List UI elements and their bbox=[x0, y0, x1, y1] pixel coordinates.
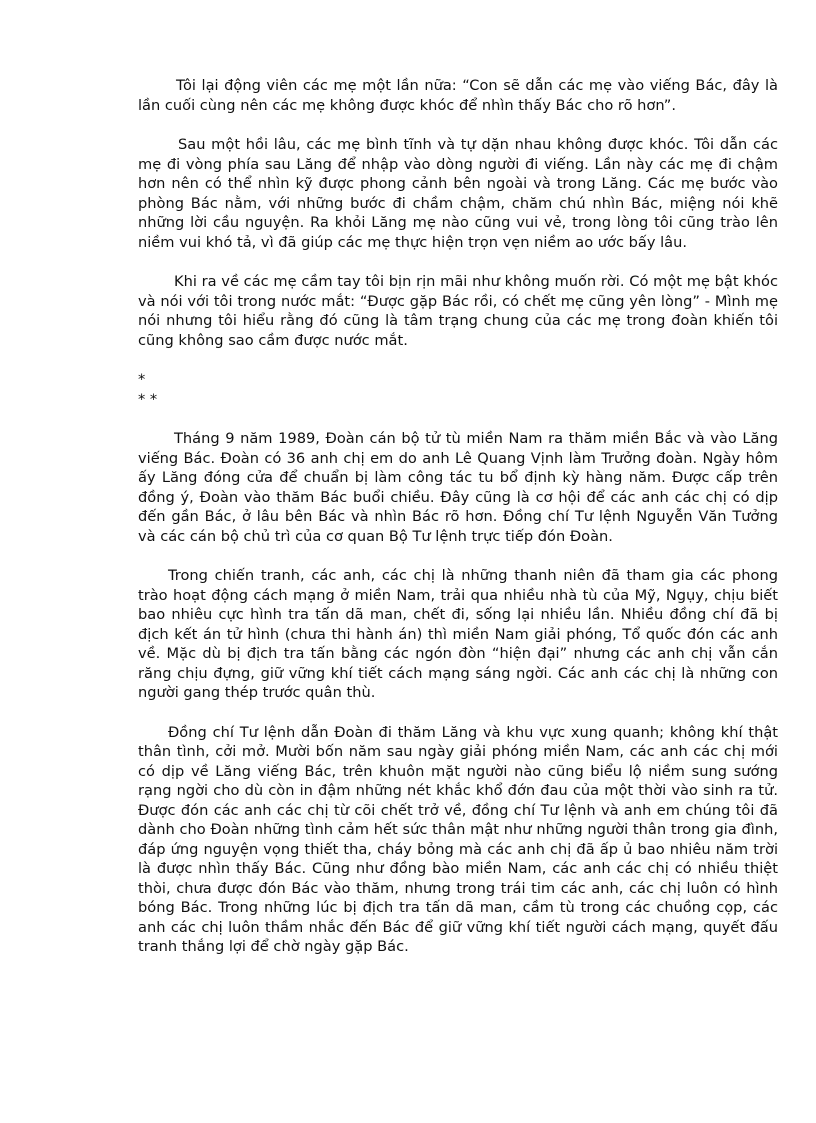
paragraph-encouragement: Tôi lại động viên các mẹ một lần nữa: “Con sẽ dẫn các mẹ vào viếng Bác, đây là lần cuối cùng nên các mẹ không được khóc để nhìn thấy Bác cho rõ hơn”. bbox=[138, 77, 778, 114]
separator-line-2: * * bbox=[138, 390, 158, 408]
paragraph-delegation-1989: Tháng 9 năm 1989, Đoàn cán bộ tử tù miền Nam ra thăm miền Bắc và vào Lăng viếng Bác. Đoàn có 36 anh chị em do anh Lê Quang Vịnh làm Trưởng đoàn. Ngày hôm ấy Lăng đóng cửa để chuẩn bị làm công tác tu bổ định kỳ hàng năm. Được cấp trên đồng ý, Đoàn vào thăm Bác buổi chiều. Đây cũng là cơ hội để các anh các chị có dịp đến gần Bác, ở lâu bên Bác và nhìn Bác rõ hơn. Đồng chí Tư lệnh Nguyễn Văn Tưởng và các cán bộ chủ trì của cơ quan Bộ Tư lệnh trực tiếp đón Đoàn. bbox=[138, 430, 778, 545]
paragraph-farewell: Khi ra về các mẹ cầm tay tôi bịn rịn mãi như không muốn rời. Có một mẹ bật khóc và nói với tôi trong nước mắt: “Được gặp Bác rồi, có chết mẹ cũng yên lòng” - Mình mẹ nói nhưng tôi hiểu rằng đó cũng là tâm trạng chung của các mẹ trong đoàn khiến tôi cũng không sao cầm được nước mắt. bbox=[138, 273, 778, 349]
paragraph-wartime: Trong chiến tranh, các anh, các chị là những thanh niên đã tham gia các phong trào hoạt động cách mạng ở miền Nam, trải qua nhiều nhà tù của Mỹ, Ngụy, chịu biết bao nhiêu cực hình tra tấn dã man, chết đi, sống lại nhiều lần. Nhiều đồng chí đã bị địch kết án tử hình (chưa thi hành án) thì miền Nam giải phóng, Tổ quốc đón các anh về. Mặc dù bị địch tra tấn bằng các ngón đòn “hiện đại” nhưng các anh chị vẫn cắn răng chịu đựng, giữ vững khí tiết cách mạng sáng ngời. Các anh các chị là những con người gang thép trước quân thù. bbox=[138, 567, 778, 701]
section-separator bbox=[138, 370, 778, 409]
separator-line-1: * bbox=[138, 371, 146, 388]
body-text bbox=[138, 76, 778, 977]
paragraph-commander-visit: Đồng chí Tư lệnh dẫn Đoàn đi thăm Lăng và khu vực xung quanh; không khí thật thân tình, cởi mở. Mười bốn năm sau ngày giải phóng miền Nam, các anh các chị mới có dịp về Lăng viếng Bác, trên khuôn mặt người nào cũng biểu lộ niềm sung sướng rạng ngời cho dù còn in đậm những nét khắc khổ đớn đau của một thời vào sinh ra tử. Được đón các anh các chị từ cõi chết trở về, đồng chí Tư lệnh và anh em chúng tôi đã dành cho Đoàn những tình cảm hết sức thân mật như những người thân trong gia đình, đáp ứng nguyện vọng thiết tha, cháy bỏng mà các anh chị đã ấp ủ bao nhiêu năm trời là được nhìn thấy Bác. Cũng như đồng bào miền Nam, các anh các chị có nhiều thiệt thòi, chưa được đón Bác vào thăm, nhưng trong trái tim các anh, các chị luôn có hình bóng Bác. Trong những lúc bị địch tra tấn dã man, cầm tù trong các chuồng cọp, các anh các chị luôn thầm nhắc đến Bác để giữ vững khí tiết người cách mạng, quyết đấu tranh thắng lợi để chờ ngày gặp Bác. bbox=[138, 723, 778, 955]
paragraph-visit-tomb: Sau một hồi lâu, các mẹ bình tĩnh và tự dặn nhau không được khóc. Tôi dẫn các mẹ đi vòng phía sau Lăng để nhập vào dòng người đi viếng. Lần này các mẹ đi chậm hơn nên có thể nhìn kỹ được phong cảnh bên ngoài và trong Lăng. Các mẹ bước vào phòng Bác nằm, với những bước đi chầm chậm, chăm chú nhìn Bác, miệng nói khẽ những lời cầu nguyện. Ra khỏi Lăng mẹ nào cũng vui vẻ, trong lòng tôi cũng trào lên niềm vui khó tả, vì đã giúp các mẹ thực hiện trọn vẹn niềm ao ước bấy lâu. bbox=[138, 136, 778, 251]
